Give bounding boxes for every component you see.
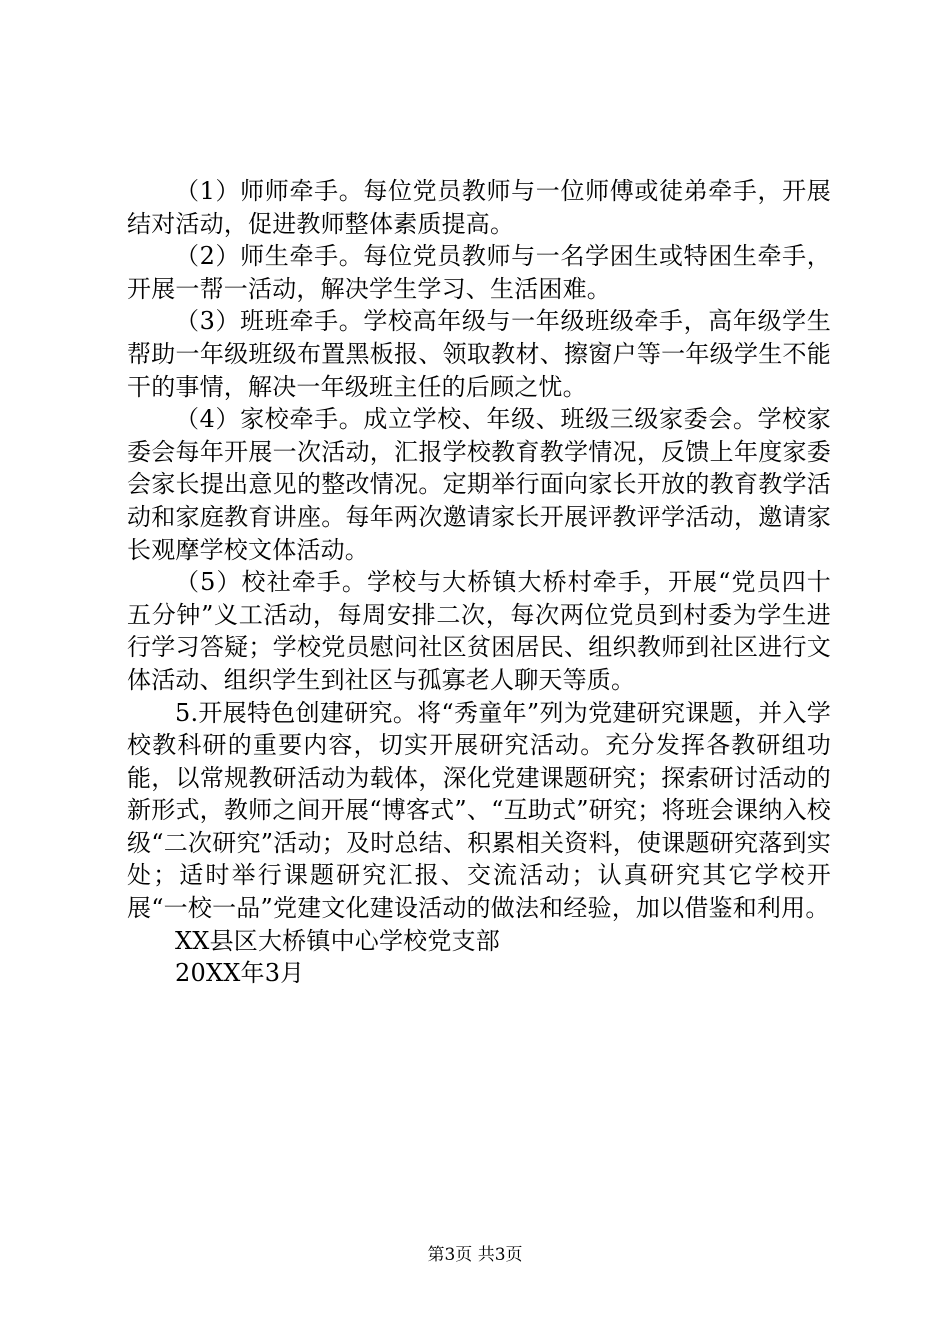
signature-date: 20XX年3月 [175, 959, 305, 988]
document-body [127, 175, 831, 990]
paragraph-class-pairing: （3）班班牵手。学校高年级与一年级班级牵手，高年级学生帮助一年级班级布置黑板报、领取教材、擦窗户等一年级学生不能干的事情，解决一年级班主任的后顾之忧。 [127, 307, 831, 401]
page-footer [0, 1240, 950, 1265]
paragraph-school-community: （5）校社牵手。学校与大桥镇大桥村牵手，开展“党员四十五分钟”义工活动，每周安排二次，每次两位党员到村委为学生进行学习答疑；学校党员慰问社区贫困居民、组织教师到社区进行文体活动、组织学生到社区与孤寡老人聊天等质。 [127, 568, 831, 694]
paragraph-home-school: （4）家校牵手。成立学校、年级、班级三级家委会。学校家委会每年开展一次活动，汇报学校教育教学情况，反馈上年度家委会家长提出意见的整改情况。定期举行面向家长开放的教育教学活动和家庭教育讲座。每年两次邀请家长开展评教评学活动，邀请家长观摩学校文体活动。 [127, 405, 831, 564]
paragraph-research: 5.开展特色创建研究。将“秀童年”列为党建研究课题，并入学校教科研的重要内容，切实开展研究活动。充分发挥各教研组功能，以常规教研活动为载体，深化党建课题研究；探索研讨活动的新形式，教师之间开展“博客式”、“互助式”研究；将班会课纳入校级“二次研究”活动；及时总结、积累相关资料，使课题研究落到实处；适时举行课题研究汇报、交流活动；认真研究其它学校开展“一校一品”党建文化建设活动的做法和经验，加以借鉴和利用。 [127, 698, 831, 923]
page-number: 第3页 共3页 [427, 1245, 523, 1265]
paragraph-teacher-student: （2）师生牵手。每位党员教师与一名学困生或特困生牵手，开展一帮一活动，解决学生学习、生活困难。 [127, 242, 831, 303]
signature-organization: XX县区大桥镇中心学校党支部 [175, 926, 500, 955]
paragraph-pairing-teachers: （1）师师牵手。每位党员教师与一位师傅或徒弟牵手，开展结对活动，促进教师整体素质提高。 [127, 177, 831, 238]
